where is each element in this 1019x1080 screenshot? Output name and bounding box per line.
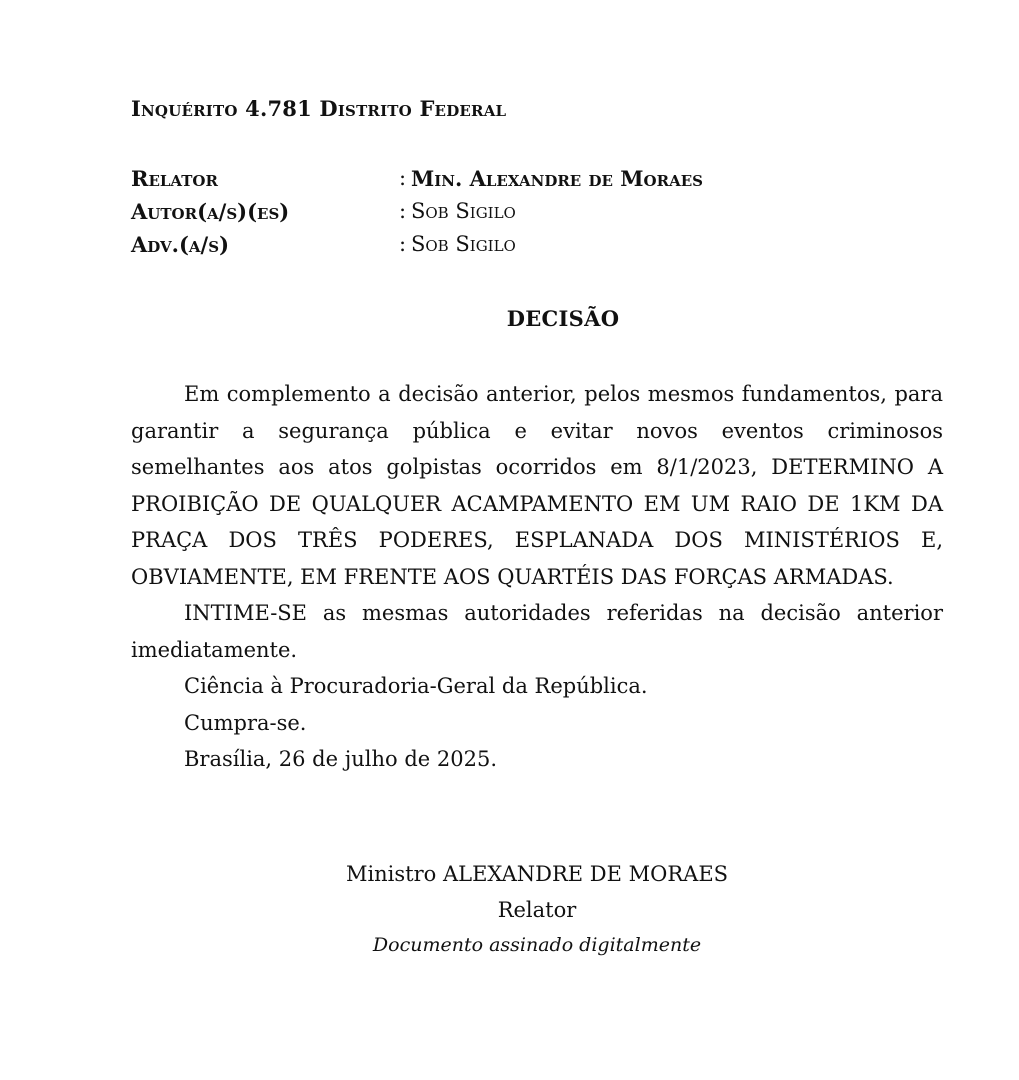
meta-value: Sob Sigilo: [411, 199, 516, 223]
signer-name: Ministro ALEXANDRE DE MORAES: [345, 862, 729, 886]
digital-signature-note: Documento assinado digitalmente: [372, 934, 702, 956]
decision-body: [131, 376, 943, 778]
paragraph-determination: Em complemento a decisão anterior, pelos mesmos fundamentos, para garantir a segurança pública e evitar novos eventos criminosos semelhantes aos atos golpistas ocorridos em 8/1/2023, DETERMINO A PROIBIÇÃO DE QUALQUER ACAMPAMENTO EM UM RAIO DE 1KM DA PRAÇA DOS TRÊS PODERES, ESPLANADA DOS MINISTÉRIOS E, OBVIAMENTE, EM FRENTE AOS QUARTÉIS DAS FORÇAS ARMADAS.: [131, 382, 943, 589]
document-title: DECISÃO: [506, 306, 620, 331]
meta-value: Sob Sigilo: [411, 232, 516, 256]
meta-separator: :: [399, 166, 407, 190]
meta-label: Adv.(a/s): [131, 232, 229, 257]
meta-row-relator: [131, 162, 703, 195]
meta-value: Min. Alexandre de Moraes: [411, 166, 703, 191]
signer-role: Relator: [497, 898, 577, 922]
paragraph-cumpra: Cumpra-se.: [184, 710, 307, 735]
meta-label: Autor(a/s)(es): [131, 199, 290, 224]
meta-label: Relator: [131, 166, 218, 191]
meta-row-advogado: [131, 228, 703, 261]
case-header: Inquérito 4.781 Distrito Federal: [131, 96, 507, 121]
meta-separator: :: [399, 232, 407, 256]
paragraph-date: Brasília, 26 de julho de 2025.: [184, 747, 497, 771]
meta-row-autor: [131, 195, 703, 228]
paragraph-ciencia: Ciência à Procuradoria-Geral da República.: [184, 674, 648, 698]
case-metadata: [131, 162, 703, 261]
paragraph-intimation: INTIME-SE as mesmas autoridades referidas na decisão anterior imediatamente.: [131, 601, 943, 662]
signature-block: [131, 856, 943, 962]
meta-separator: :: [399, 199, 407, 223]
